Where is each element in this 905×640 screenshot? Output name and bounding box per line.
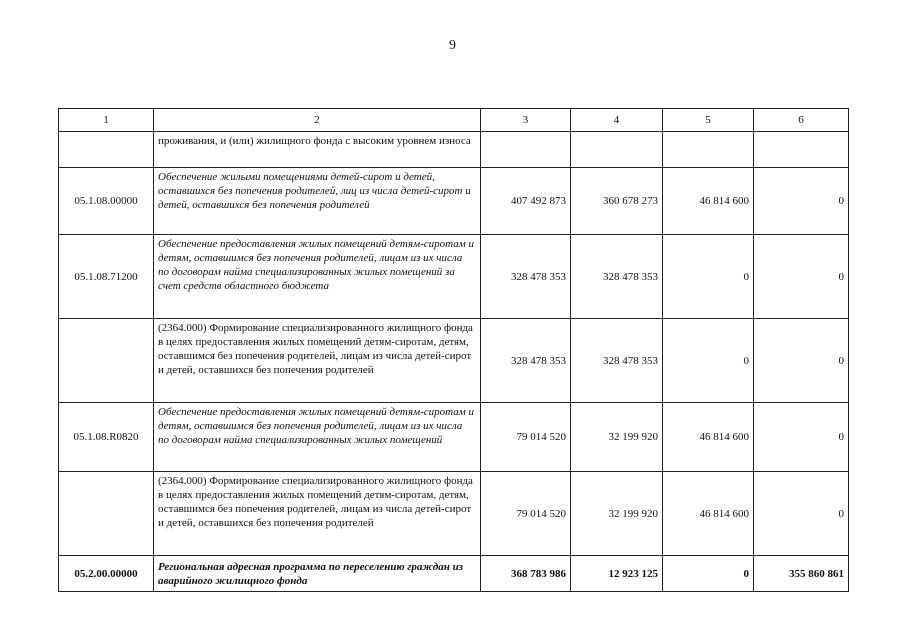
row-code [59, 132, 154, 168]
row-value-col5: 46 814 600 [663, 168, 754, 235]
row-value-col4 [571, 132, 663, 168]
row-code: 05.2.00.00000 [59, 556, 154, 592]
row-value-col5: 46 814 600 [663, 403, 754, 472]
row-code [59, 319, 154, 403]
row-description: Обеспечение предоставления жилых помещений детям-сиротам и детям, оставшимся без попечения родителей, лицам из их числа по договорам найма специализированных жилых помещений за счет средств областного бюджета [154, 235, 481, 319]
row-description: Обеспечение жилыми помещениями детей-сирот и детей, оставшихся без попечения родителей, лиц из числа детей-сирот и детей, оставшихся без попечения родителей [154, 168, 481, 235]
column-header-1: 1 [59, 109, 154, 132]
row-value-col5: 0 [663, 235, 754, 319]
column-header-4: 4 [571, 109, 663, 132]
row-code: 05.1.08.00000 [59, 168, 154, 235]
row-description: (2364.000) Формирование специализированного жилищного фонда в целях предоставления жилых помещений детям-сиротам, детям, оставшимся без попечения родителей, лицам из числа детей-сирот и детей, оставшихся без попечения родителей [154, 319, 481, 403]
table-row [59, 319, 849, 403]
row-value-col4: 328 478 353 [571, 235, 663, 319]
row-description: (2364.000) Формирование специализированного жилищного фонда в целях предоставления жилых помещений детям-сиротам, детям, оставшимся без попечения родителей, лицам из числа детей-сирот и детей, оставшихся без попечения родителей [154, 472, 481, 556]
column-header-5: 5 [663, 109, 754, 132]
row-value-col3: 328 478 353 [481, 319, 571, 403]
row-value-col4: 12 923 125 [571, 556, 663, 592]
row-value-col4: 32 199 920 [571, 472, 663, 556]
page-number: 9 [449, 38, 456, 53]
row-value-col3: 407 492 873 [481, 168, 571, 235]
row-value-col3 [481, 132, 571, 168]
row-value-col3: 328 478 353 [481, 235, 571, 319]
row-value-col6: 355 860 861 [754, 556, 849, 592]
table-row [59, 472, 849, 556]
table-row [59, 403, 849, 472]
row-value-col4: 32 199 920 [571, 403, 663, 472]
row-code [59, 472, 154, 556]
row-value-col3: 368 783 986 [481, 556, 571, 592]
column-header-3: 3 [481, 109, 571, 132]
row-value-col4: 360 678 273 [571, 168, 663, 235]
row-value-col3: 79 014 520 [481, 403, 571, 472]
row-value-col5: 46 814 600 [663, 472, 754, 556]
row-value-col6: 0 [754, 235, 849, 319]
column-header-2: 2 [154, 109, 481, 132]
row-value-col5: 0 [663, 556, 754, 592]
row-value-col6: 0 [754, 319, 849, 403]
row-value-col6 [754, 132, 849, 168]
row-value-col5 [663, 132, 754, 168]
table-row [59, 132, 849, 168]
row-value-col4: 328 478 353 [571, 319, 663, 403]
row-description: Региональная адресная программа по переселению граждан из аварийного жилищного фонда [154, 556, 481, 592]
table-row [59, 556, 849, 592]
row-value-col5: 0 [663, 319, 754, 403]
table-row [59, 168, 849, 235]
row-code: 05.1.08.R0820 [59, 403, 154, 472]
row-value-col3: 79 014 520 [481, 472, 571, 556]
row-value-col6: 0 [754, 403, 849, 472]
row-description: проживания, и (или) жилищного фонда с высоким уровнем износа [154, 132, 481, 168]
table-row [59, 235, 849, 319]
column-header-6: 6 [754, 109, 849, 132]
row-code: 05.1.08.71200 [59, 235, 154, 319]
row-value-col6: 0 [754, 472, 849, 556]
table-header-row [59, 109, 849, 132]
row-value-col6: 0 [754, 168, 849, 235]
budget-table [58, 108, 849, 592]
row-description: Обеспечение предоставления жилых помещений детям-сиротам и детям, оставшимся без попечения родителей, лицам из их числа по договорам найма специализированных жилых помещений [154, 403, 481, 472]
